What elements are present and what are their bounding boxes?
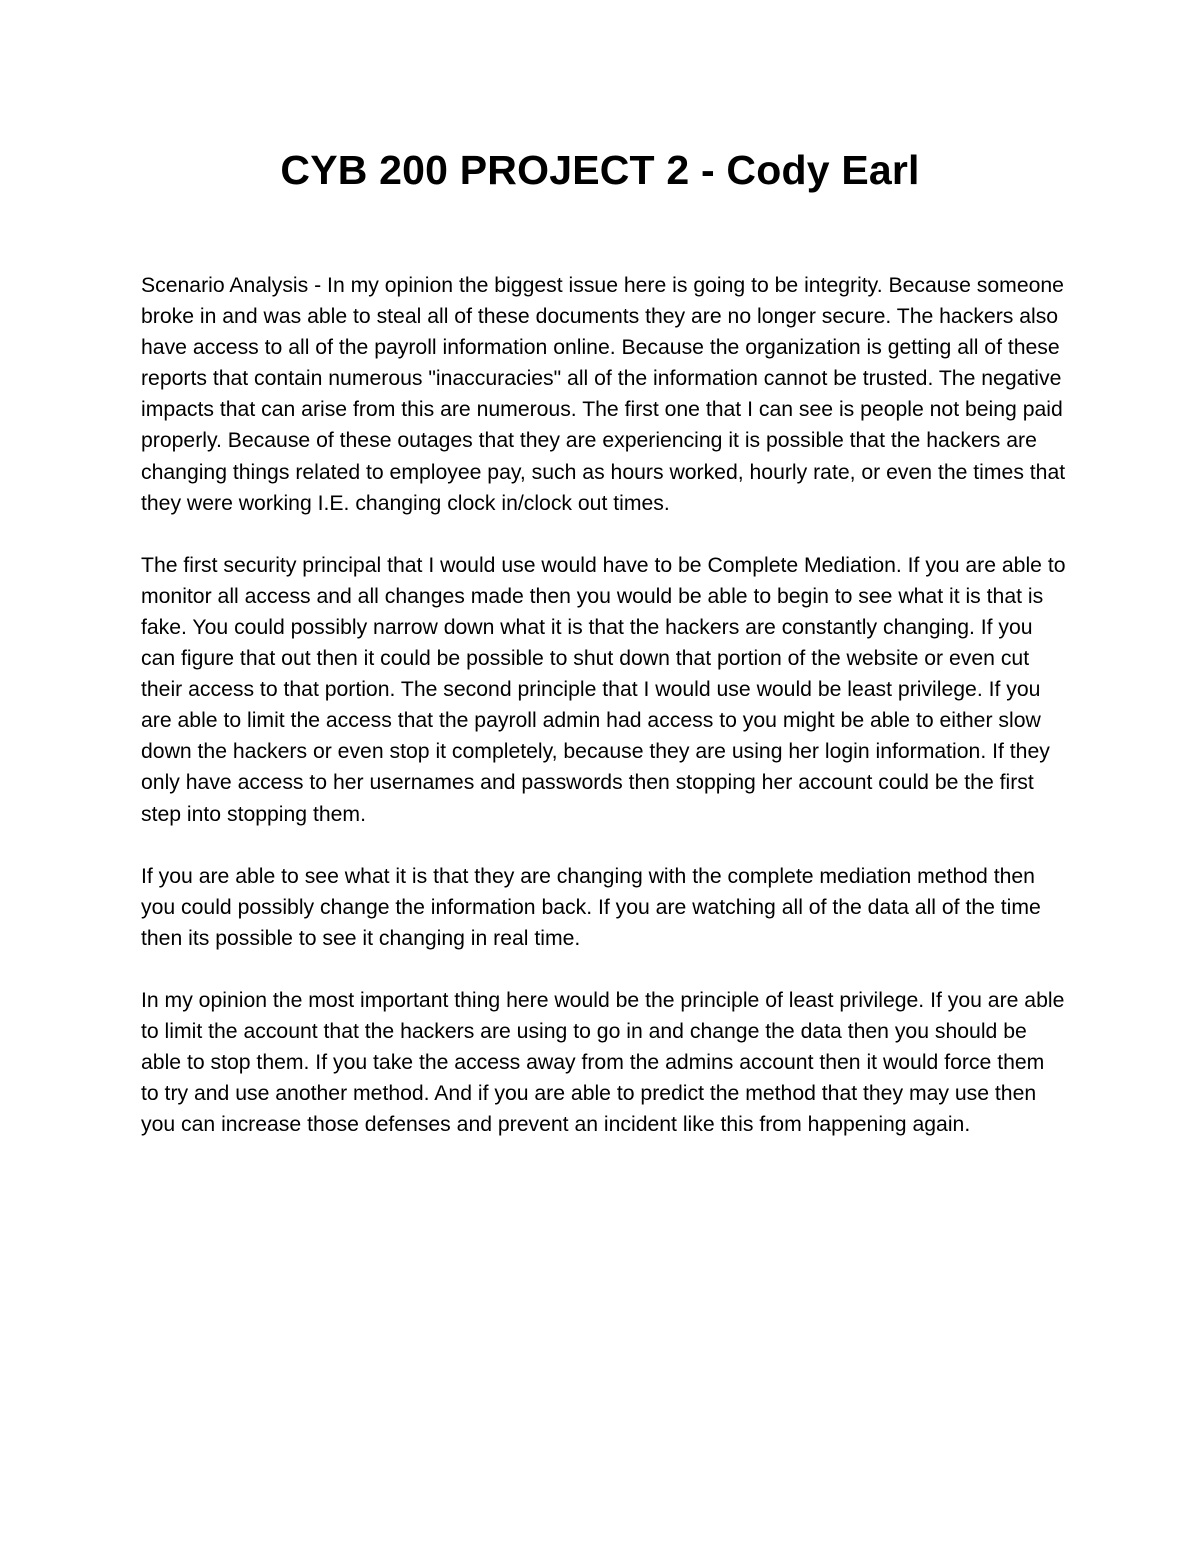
document-body [141,270,1066,1171]
paragraph-scenario-analysis: Scenario Analysis - In my opinion the biggest issue here is going to be integrity. Because someone broke in and was able to steal all of these documents they are no longer secure. The hackers also have access to all of the payroll information online. Because the organization is getting all of these reports that contain numerous "inaccuracies" all of the information cannot be trusted. The negative impacts that can arise from this are numerous. The first one that I can see is people not being paid properly. Because of these outages that they are experiencing it is possible that the hackers are changing things related to employee pay, such as hours worked, hourly rate, or even the times that they were working I.E. changing clock in/clock out times. [141,274,1066,515]
paragraph-complete-mediation: If you are able to see what it is that they are changing with the complete mediation method then you could possibly change the information back. If you are watching all of the data all of the time then its possible to see it changing in real time. [141,864,1041,950]
paragraph-least-privilege: In my opinion the most important thing here would be the principle of least privilege. If you are able to limit the account that the hackers are using to go in and change the data then you should be able to stop them. If you take the access away from the admins account then it would force them to try and use another method. And if you are able to predict the method that they may use then you can increase those defenses and prevent an incident like this from happening again. [141,988,1065,1137]
paragraph-security-principles: The first security principal that I would use would have to be Complete Mediation. If you are able to monitor all access and all changes made then you would be able to begin to see what it is that is fake. You could possibly narrow down what it is that the hackers are constantly changing. If you can figure that out then it could be possible to shut down that portion of the website or even cut their access to that portion. The second principle that I would use would be least privilege. If you are able to limit the access that the payroll admin had access to you might be able to either slow down the hackers or even stop it completely, because they are using her login information. If they only have access to her usernames and passwords then stopping her account could be the first step into stopping them. [141,553,1066,826]
document-title: CYB 200 PROJECT 2 - Cody Earl [280,147,920,193]
